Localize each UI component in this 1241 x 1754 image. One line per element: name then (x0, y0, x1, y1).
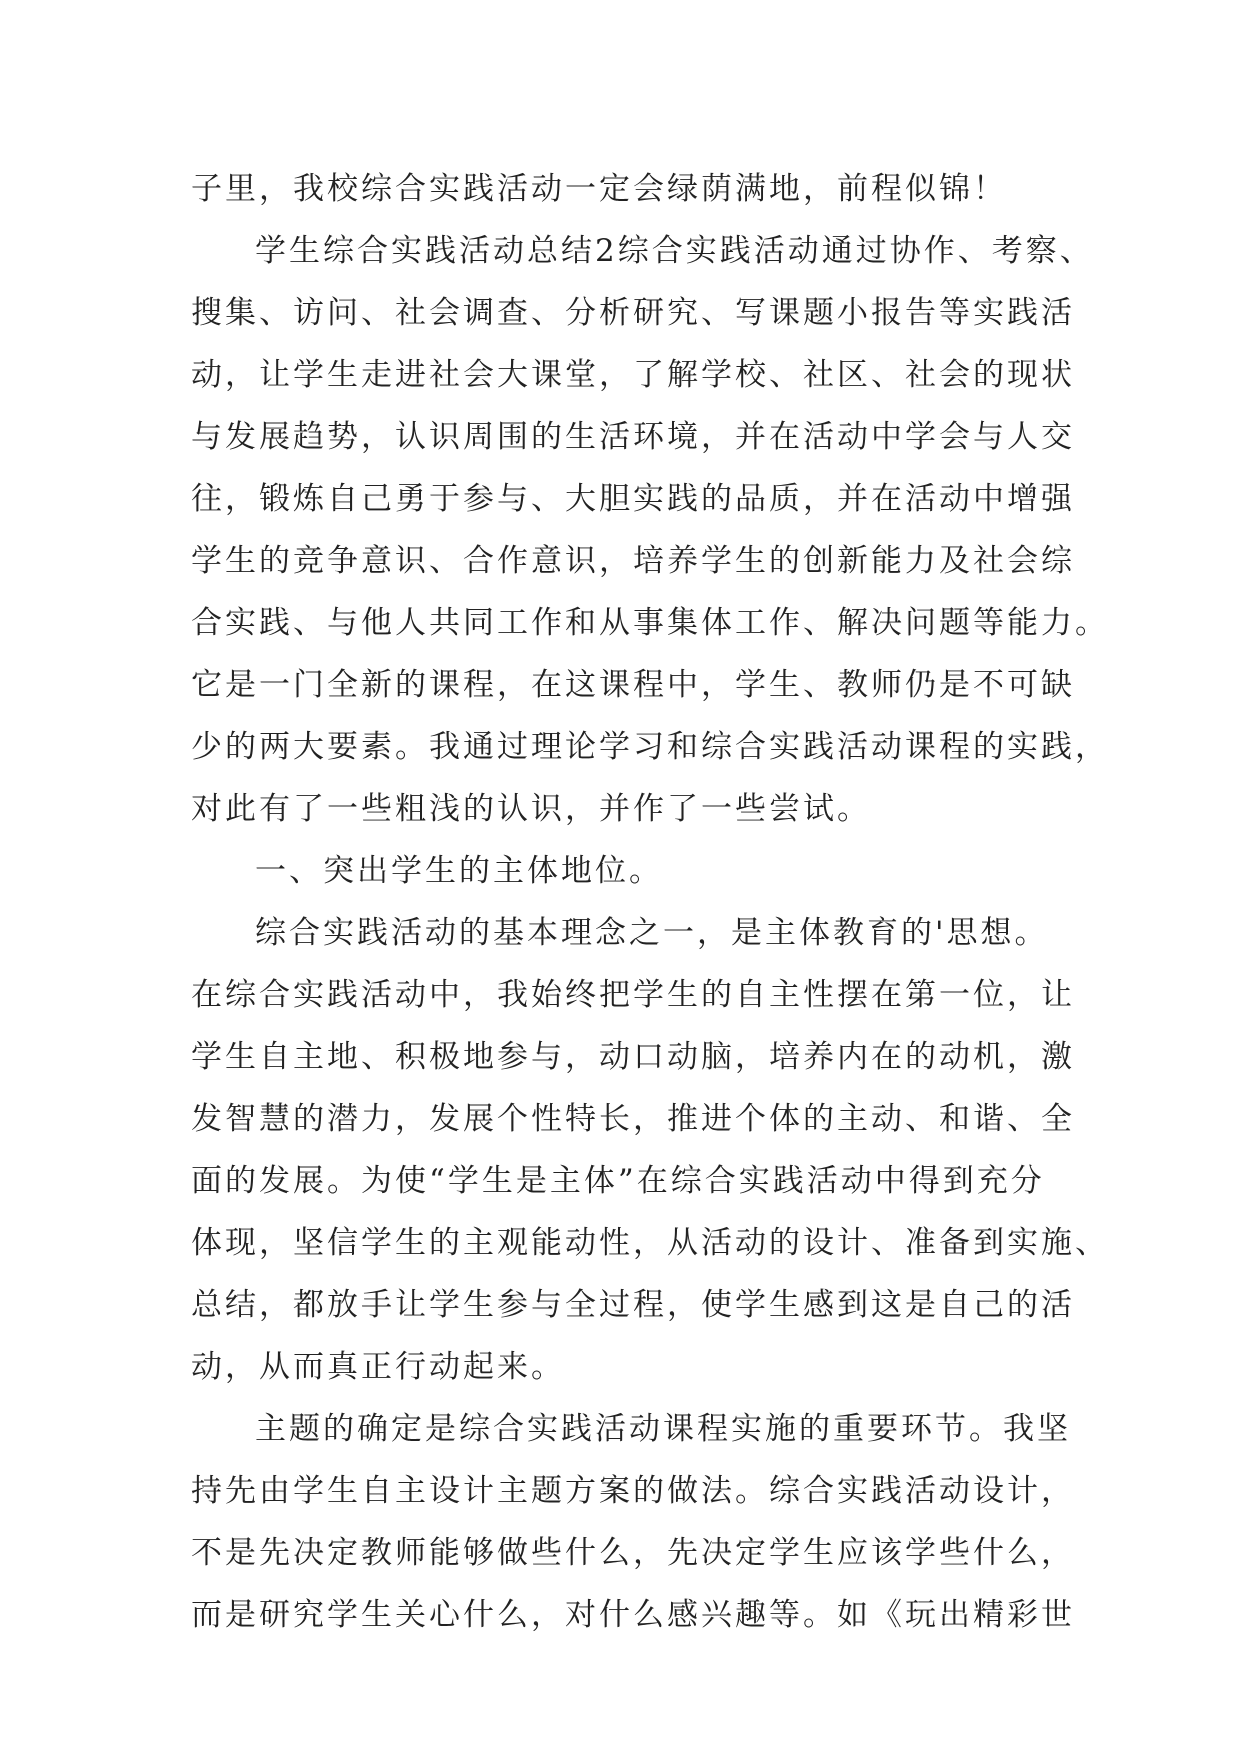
text-line: 面的发展。为使“学生是主体”在综合实践活动中得到充分 (191, 1163, 1045, 1199)
text-line: 发智慧的潜力，发展个性特长，推进个体的主动、和谐、全 (191, 1101, 1075, 1137)
text-line: 动，从而真正行动起来。 (191, 1349, 565, 1385)
text-line: 往，锻炼自己勇于参与、大胆实践的品质，并在活动中增强 (191, 481, 1075, 517)
text-line: 体现，坚信学生的主观能动性，从活动的设计、准备到实施、 (191, 1225, 1109, 1261)
text-line: 动，让学生走进社会大课堂，了解学校、社区、社会的现状 (191, 357, 1075, 393)
text-line: 不是先决定教师能够做些什么，先决定学生应该学些什么， (191, 1535, 1075, 1571)
text-line: 合实践、与他人共同工作和从事集体工作、解决问题等能力。 (191, 605, 1109, 641)
text-line: 在综合实践活动中，我始终把学生的自主性摆在第一位，让 (191, 977, 1075, 1013)
text-line: 它是一门全新的课程，在这课程中，学生、教师仍是不可缺 (191, 667, 1075, 703)
text-line: 学生综合实践活动总结2综合实践活动通过协作、考察、 (255, 233, 1094, 269)
text-line: 少的两大要素。我通过理论学习和综合实践活动课程的实践， (191, 729, 1109, 765)
text-line: 主题的确定是综合实践活动课程实施的重要环节。我坚 (255, 1411, 1071, 1447)
text-line: 子里，我校综合实践活动一定会绿荫满地，前程似锦！ (191, 171, 1007, 207)
text-line: 总结，都放手让学生参与全过程，使学生感到这是自己的活 (191, 1287, 1075, 1323)
text-line: 而是研究学生关心什么，对什么感兴趣等。如《玩出精彩世 (191, 1597, 1075, 1633)
text-line: 与发展趋势，认识周围的生活环境，并在活动中学会与人交 (191, 419, 1075, 455)
text-line: 学生自主地、积极地参与，动口动脑，培养内在的动机，激 (191, 1039, 1075, 1075)
document-body (191, 158, 1109, 1646)
text-line: 对此有了一些粗浅的认识，并作了一些尝试。 (191, 791, 871, 827)
text-line: 持先由学生自主设计主题方案的做法。综合实践活动设计， (191, 1473, 1075, 1509)
text-line: 综合实践活动的基本理念之一，是主体教育的'思想。 (255, 915, 1049, 951)
section-heading: 一、突出学生的主体地位。 (255, 853, 663, 889)
text-line: 搜集、访问、社会调查、分析研究、写课题小报告等实践活 (191, 295, 1075, 331)
text-line: 学生的竞争意识、合作意识，培养学生的创新能力及社会综 (191, 543, 1075, 579)
